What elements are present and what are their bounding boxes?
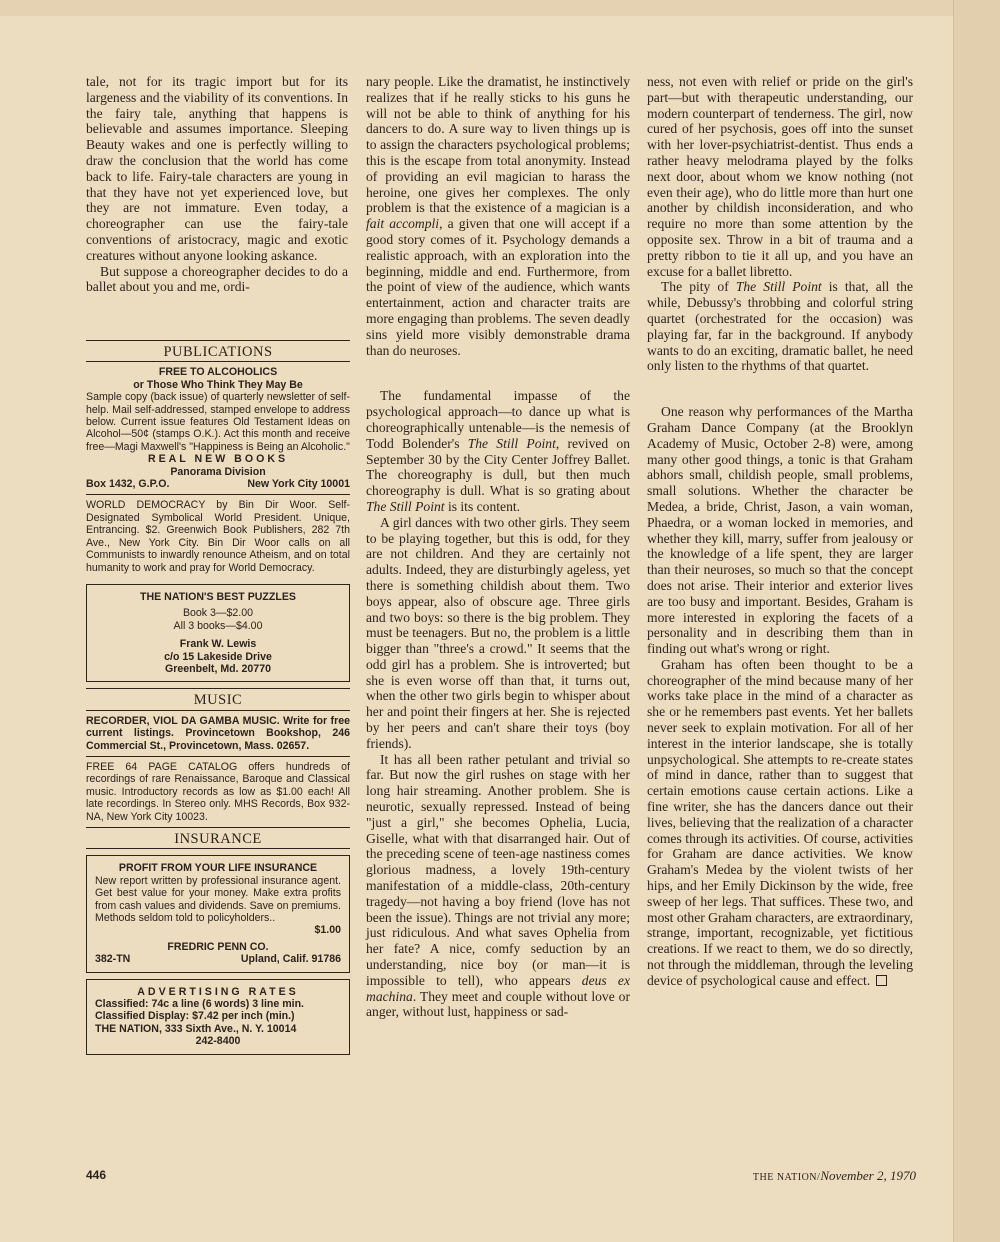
- insurance-company: FREDRIC PENN CO.: [167, 940, 269, 953]
- col2-paragraph-4: It has all been rather petulant and trivial so far. But now the girl rushes on stage with her long hair streaming. Another problem. She is neurotic, sexually repressed. Instead of being "just a girl," she becomes Ophelia, Lucia, Giselle, what with that disarranged hair. Out of the preceding scene of teen-age nastiness comes glorious madness, a lovely 19th-century manifestation of a middle-class, 20th-century tragedy—not having a boy friend (love has not been the issue). Things are not trivial any more; just ridiculous. And what saves Ophelia from her fate? A nice, comfy seduction by an understanding, nice boy (or man—it is impossible to tell), who appears deus ex machina. They meet and couple without love or anger, without lust, happiness or sad-: [366, 751, 631, 1020]
- ad-box: Box 1432, G.P.O.: [86, 478, 170, 491]
- col1-paragraph-1: tale, not for its tragic import but for its largeness and the viability of its conventions. In the fairy tale, anything that happens is believable and assumes importance. Sleeping Beauty wakes and one is perfectly willing to draw the conclusion that the world has come back to life. Fairy-tale characters are young in that they have not yet experienced love, but they are not immature. Even today, a choreographer can use the fairy-tale conventions of aristocracy, magic and exotic creatures without anyone looking askance.: [86, 74, 348, 263]
- insurance-header: INSURANCE: [86, 827, 350, 849]
- insurance-address-row: [95, 953, 341, 965]
- next-page-edge: [953, 0, 1000, 1242]
- rates-line2: Classified Display: $7.42 per inch (min.): [95, 1010, 295, 1023]
- puzzles-line1: Book 3—$2.00: [182, 607, 254, 620]
- ad-recorder-music: RECORDER, VIOL DA GAMBA MUSIC. Write for free current listings. Provincetown Bookshop, 246 Commercial St., Provincetown, Mass. 02657.: [86, 711, 350, 757]
- publication-name: THE NATION/: [752, 1172, 821, 1183]
- ad-address-row: [86, 478, 350, 490]
- page-number: 446: [86, 1168, 107, 1182]
- column-1: [86, 74, 348, 295]
- ad-subheadline: or Those Who Think They May Be: [133, 378, 303, 391]
- col3-paragraph-1: ness, not even with relief or pride on the girl's part—but with therapeutic understanding, our modern counterpart of tenderness. The girl, now cured of her psychosis, goes off into the sunset with her lover-psychiatrist-dentist. Thus ends a rather heavy melodrama played by the folks next door, about whom we know nothing (not even their age), who do little more than hurt one another by childish inconsideration, and who require no more than some attention by the opposite sex. Throw in a bit of trauma and a pretty ribbon to tie it all up, and you have an excuse for a ballet libretto.: [647, 74, 913, 279]
- ad-insurance-box: [86, 855, 350, 972]
- col3-paragraph-2: The pity of The Still Point is that, all the while, Debussy's throbbing and colorful string quartet (orchestrated for the occasion) was playing far, far in the background. If anybody wants to do an exciting, dramatic ballet, he need only listen to the rhythms of that quartet.: [647, 279, 914, 374]
- col2-paragraph-2: The fundamental impasse of the psychological approach—to dance up what is choreographically untenable—is the nemesis of Todd Bolender's The Still Point, revived on September 30 by the City Center Joffrey Ballet. The choreography is dull, but then much choreography is dull. What is so grating about The Still Point is its content.: [366, 388, 630, 514]
- ad-city: New York City 10001: [247, 478, 350, 491]
- insurance-place: Upland, Calif. 91786: [240, 953, 341, 966]
- col3-paragraph-3: One reason why performances of the Martha Graham Dance Company (at the Brooklyn Academy of Music, October 2-8) were, among many other good things, a tonic is that Graham abhors small, childish people, small problems, small solutions. Whether the character be Medea, a bride, Christ, Jason, a vain woman, Phaedra, or a woman locked in memories, and whether they kill, marry, suffer from jealousy or the knowledge of a life spent, they are larger than their neuroses, so much so that the concept does not arise. Their interior and exterior lives are too busy and important. Besides, Graham is more interested in exploring the facets of a personality and in describing them than in finding out what's wrong or right.: [647, 404, 913, 657]
- ad-world-democracy: WORLD DEMOCRACY by Bin Dir Woor. Self-Designated Symbolical World President. Unique, Entrancing. $2. Greenwich Book Publishers, 282 7th Ave., New York City. Bin Dir Woor calls on all Communists to inwardly renounce Atheism, and on total humanity to work and pray for World Democracy.: [86, 499, 350, 574]
- music-header: MUSIC: [86, 688, 350, 710]
- column-3: [647, 74, 913, 989]
- ad-rates-box: [86, 979, 350, 1055]
- ad-puzzles-box: [86, 584, 350, 682]
- ad-body: Sample copy (back issue) of quarterly newsletter of self-help. Mail self-addressed, stamped envelope to address below. Current issue features Old Testament Ideas on Alcohol—50¢ (stamps O.K.). Act this month and receive free—Magi Maxwell's "Happiness is Being an Alcoholic.": [86, 391, 350, 453]
- rates-line1: Classified: 74c a line (6 words) 3 line min.: [95, 998, 304, 1011]
- classified-ads: [86, 340, 350, 1061]
- insurance-price: $1.00: [314, 924, 341, 937]
- insurance-code: 382-TN: [95, 953, 131, 966]
- insurance-title: PROFIT FROM YOUR LIFE INSURANCE: [118, 862, 318, 875]
- puzzles-addr1: c/o 15 Lakeside Drive: [164, 650, 272, 663]
- rates-line3: THE NATION, 333 Sixth Ave., N. Y. 10014: [95, 1022, 297, 1035]
- ad-company-name: REAL NEW BOOKS: [147, 453, 289, 466]
- rates-title: ADVERTISING RATES: [137, 985, 299, 998]
- puzzles-line2: All 3 books—$4.00: [173, 619, 263, 632]
- issue-footer: [720, 1168, 916, 1184]
- col3-paragraph-4: Graham has often been thought to be a choreographer of the mind because many of her works take place in the mind of a character as she or he remembers past events. Yet her ballets never seek to explain motivation. For all of her interest in the interior landscape, she is totally unpsychological. She attempts to re-create states of mind in dance, rather than to suggest that certain emotions cause certain actions. Like a fine writer, she has the dancers dance out their lives, believing that the realization of a character comes through its activities. Of course, activities for Graham are dance activities. We know Graham's Medea by the violent twists of her hips, and her Emily Dickinson by the wide, free sweep of her legs. That suffices. These two, and most other Graham characters, are extraordinary, strange, important, recognizable, yet fictitious creations. If we react to them, we do so directly, not through the middleman, through the leveling device of psychological cause and effect.: [647, 656, 913, 988]
- puzzles-name: Frank W. Lewis: [179, 638, 257, 651]
- col1-paragraph-2: But suppose a choreographer decides to do a ballet about you and me, ordi-: [86, 263, 348, 295]
- puzzles-addr2: Greenbelt, Md. 20770: [165, 662, 271, 675]
- ad-real-new-books: [86, 362, 350, 495]
- col2-paragraph-1: nary people. Like the dramatist, he instinctively realizes that if he really sticks to his guns he will not be able to think of anything for his dancers to do. A sure way to liven things up is to assign the characters psychological problems; this is the escape from total anonymity. Instead of providing an evil magician to harass the heroine, one gives her complexes. The only problem is that the existence of a magician is a fait accompli, a given that one will accept if a good story comes of it. Psychology demands a realistic approach, with an exploration into the beginning, middle and end. Furthermore, from the point of view of the audience, which wants entertainment, action and character traits are more engaging than problems. The seven deadly sins yield more visibly demonstrable drama than do neuroses.: [366, 74, 630, 358]
- col2-paragraph-3: A girl dances with two other girls. They seem to be playing together, but this is odd, for they are not children. And they are certainly not adults. Indeed, they are disturbingly ageless, yet there is something childish about them. Two boys appear, also of obscure age. Three girls and two boys: so there is the big problem. They must be teenagers. But no, the problem is a little bigger than "three's a crowd." It seems that the odd girl has a problem. She is introverted; but she is even worse off than that, it turns out, when the other two girls begin to whisper about her and point their fingers at her. She is rejected by her peers and can't share their toys (boy friends).: [366, 514, 630, 751]
- publications-header: PUBLICATIONS: [86, 340, 350, 362]
- page-top-edge: [0, 0, 1000, 16]
- puzzles-title: THE NATION'S BEST PUZZLES: [140, 590, 296, 603]
- rates-line4: 242-8400: [195, 1035, 241, 1048]
- column-2: [366, 74, 630, 1020]
- ad-division: Panorama Division: [170, 465, 266, 478]
- ad-headline: FREE TO ALCOHOLICS: [158, 366, 278, 379]
- issue-date: November 2, 1970: [820, 1168, 916, 1183]
- ad-mhs-records: FREE 64 PAGE CATALOG offers hundreds of recordings of rare Renaissance, Baroque and Classical music. Introductory records as low as $1.00 each! All late recordings. In Stereo only. MHS Records, Box 932-NA, New York City 10023.: [86, 760, 350, 823]
- insurance-body: New report written by professional insurance agent. Get best value for your money. Make extra profits from cash values and dividends. Save on premiums. Methods seldom told to policyholders..: [95, 874, 341, 925]
- end-of-article-mark: [876, 975, 887, 986]
